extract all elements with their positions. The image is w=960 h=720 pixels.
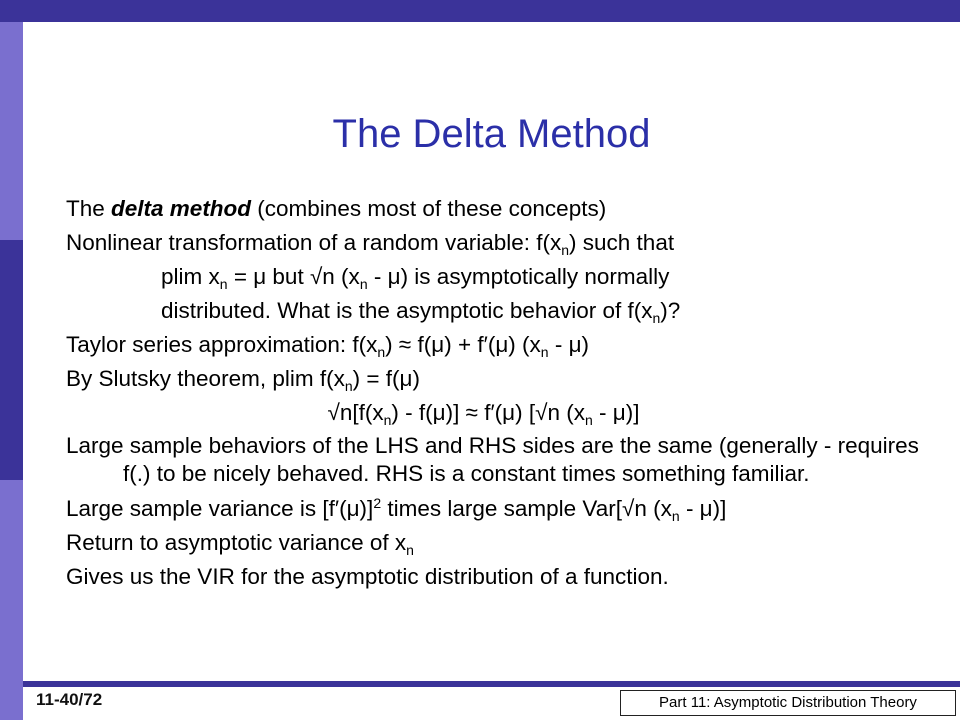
top-bar bbox=[0, 0, 960, 22]
bottom-rule bbox=[23, 681, 960, 687]
body-line-9: Large sample variance is $[f'(\mu)]^2$ times large sample Var[√n $(x_n - \mu)$] bbox=[66, 495, 727, 524]
body-line-3: plim $x_n = \mu$ but √n $(x_n - \mu)$ is asymptotically normally bbox=[161, 264, 670, 292]
body-line-10: Return to asymptotic variance of $x_n$ bbox=[66, 530, 414, 558]
left-strip-light-segment bbox=[0, 22, 23, 240]
body-line-1: The delta method (combines most of these concepts) bbox=[66, 196, 607, 221]
slide-body bbox=[66, 192, 946, 594]
left-strip-light-segment bbox=[0, 480, 23, 720]
body-line-7: $√n[f(x_n) - f(\mu)] \approx f'(\mu)$ [√n $(x_n - \mu)$] bbox=[327, 400, 640, 428]
page-number: 11-40/72 bbox=[36, 690, 103, 709]
body-line-11: Gives us the VIR for the asymptotic distribution of a function. bbox=[66, 564, 669, 589]
body-line-5: Taylor series approximation: $f(x_n) \approx f(\mu) + f'(\mu)$ $(x_n - \mu)$ bbox=[66, 332, 590, 360]
body-line-8: Large sample behaviors of the LHS and RHS sides are the same (generally - requires f(.) to be nicely behaved. RHS is a constant times something familiar. bbox=[66, 433, 919, 486]
left-strip bbox=[0, 0, 23, 720]
body-line-6: By Slutsky theorem, plim $f(x_n) = f(\mu)$ bbox=[66, 366, 420, 394]
body-line-2: Nonlinear transformation of a random variable: $f(x_n)$ such that bbox=[66, 230, 675, 258]
course-footer: Part 11: Asymptotic Distribution Theory bbox=[620, 690, 956, 716]
slide-title: The Delta Method bbox=[332, 112, 651, 156]
body-line-4: distributed. What is the asymptotic behavior of $f(x_n)$? bbox=[161, 298, 681, 326]
